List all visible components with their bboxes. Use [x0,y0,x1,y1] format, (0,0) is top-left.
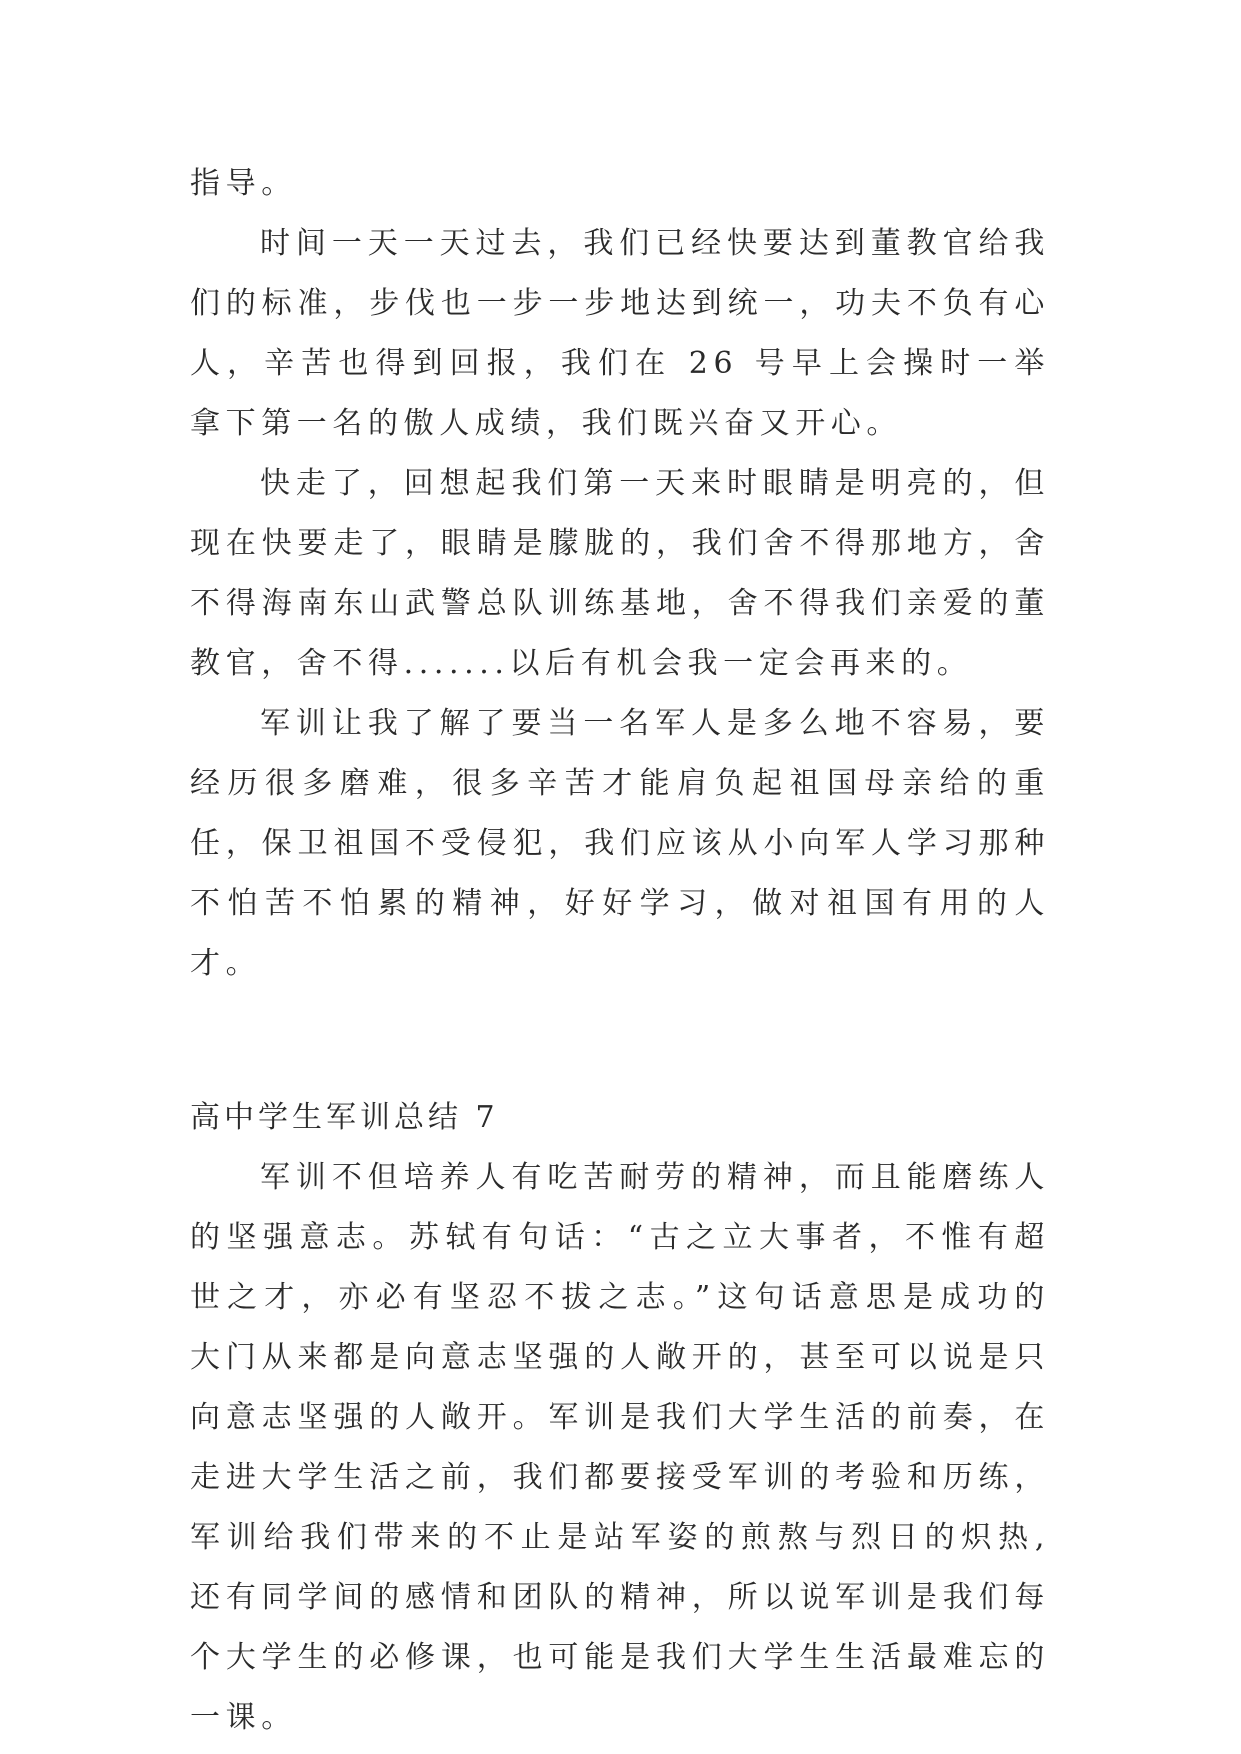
document-body [190,154,1050,1748]
paragraph-progress: 时间一天一天过去，我们已经快要达到董教官给我们的标准，步伐也一步一步地达到统一，功夫不负有心人，辛苦也得到回报，我们在 26 号早上会操时一举拿下第一名的傲人成绩，我们既兴奋又开心。 [190,226,1050,441]
paragraph-reflection: 军训让我了解了要当一名军人是多么地不容易，要经历很多磨难，很多辛苦才能肩负起祖国母亲给的重任，保卫祖国不受侵犯，我们应该从小向军人学习那种不怕苦不怕累的精神，好好学习，做对祖国有用的人才。 [190,706,1050,981]
section-title: 高中学生军训总结 7 [190,1100,499,1135]
paragraph-continuation: 指导。 [190,166,297,201]
paragraph-farewell: 快走了，回想起我们第一天来时眼睛是明亮的，但现在快要走了，眼睛是朦胧的，我们舍不得那地方，舍不得海南东山武警总队训练基地，舍不得我们亲爱的董教官，舍不得.......以后有机会我一定会再来的。 [190,466,1050,681]
paragraph-essay-7: 军训不但培养人有吃苦耐劳的精神，而且能磨练人的坚强意志。苏轼有句话：“古之立大事者，不惟有超世之才，亦必有坚忍不拔之志。”这句话意思是成功的大门从来都是向意志坚强的人敞开的，甚至可以说是只向意志坚强的人敞开。军训是我们大学生活的前奏，在走进大学生活之前，我们都要接受军训的考验和历练，军训给我们带来的不止是站军姿的煎熬与烈日的炽热,还有同学间的感情和团队的精神，所以说军训是我们每个大学生的必修课，也可能是我们大学生生活最难忘的一课。 [190,1160,1050,1735]
